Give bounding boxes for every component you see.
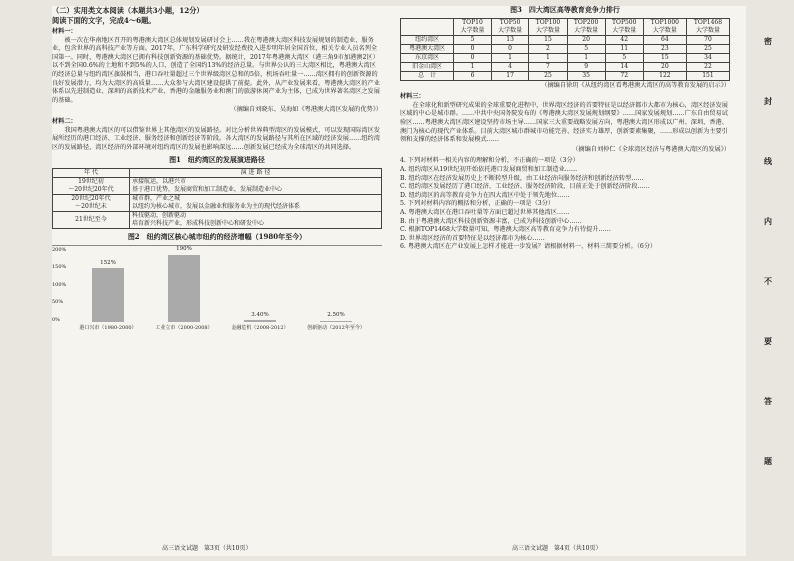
fig3-header-cell: TOP10 大学数量 [454, 18, 492, 35]
page-footer-right: 高三语文试题 第4页（共10页） [512, 545, 602, 552]
fig3-cell: 0 [491, 44, 529, 53]
x-category-label: 创新驱动（2012年至今） [307, 324, 365, 331]
material-2-label: 材料二： [52, 117, 77, 125]
bar [320, 321, 352, 322]
fig3-cell: 5 [567, 44, 605, 53]
fig3-cell: 25 [686, 44, 729, 53]
fig1-cell: 城市群，产业之城 以纽约为核心城市，发展以金融业和服务业为主的现代经济体系 [130, 194, 382, 211]
table-row [53, 177, 382, 194]
figure-2-title: 图2 纽约湾区核心城市纽约的经济增幅（1980年至今） [127, 231, 307, 241]
figure-1-table [52, 168, 382, 229]
figure-1-title: 图1 纽约湾区的发展演进路径 [169, 155, 265, 165]
fig3-cell: 23 [643, 44, 686, 53]
seal-line-strip [752, 6, 788, 556]
y-tick-label: 200% [52, 246, 67, 253]
fig3-header-cell [401, 18, 454, 35]
fig3-cell: 4 [491, 62, 529, 71]
fig3-cell: 2 [529, 44, 567, 53]
fig3-cell: 35 [567, 71, 605, 80]
left-column [52, 6, 382, 336]
fig3-cell: 11 [605, 44, 643, 53]
fig3-cell: 1 [454, 62, 492, 71]
table-row [401, 44, 730, 53]
fig3-header-cell: TOP500 大学数量 [605, 18, 643, 35]
seal-char: 密 [764, 36, 772, 46]
fig3-cell: 5 [605, 53, 643, 62]
fig3-cell: 122 [643, 71, 686, 80]
fig3-header-cell: TOP1000 大学数量 [643, 18, 686, 35]
fig3-cell: 1 [529, 53, 567, 62]
q5-option-a: A. 粤港澳大湾区在港口吞吐量等方面已超过世界其他湾区…… [400, 208, 570, 216]
right-column [400, 6, 730, 252]
x-category-label: 港口兴市（1980-2000） [79, 324, 137, 331]
table-row [53, 194, 382, 211]
figure-3-table [400, 18, 730, 81]
y-tick-label: 50% [52, 299, 64, 306]
page-footer-left: 高三语文试题 第3页（共10页） [162, 545, 252, 552]
seal-char: 题 [764, 456, 772, 466]
figure-2-chart [52, 245, 382, 336]
q5-option-d: D. 世界湾区经济的首要特征是以经济都市为核心…… [400, 234, 545, 242]
bar-value-label: 3.40% [251, 311, 269, 318]
fig3-cell: 15 [529, 35, 567, 44]
material-2-text: 我国粤港澳大湾区的可以借鉴世界上其他湾区的发展路径。对比分析世界典型湾区的发展模式，可以发现国际湾区发展所经历的港口经济、工业经济、服务经济和创新经济等阶段。各大湾区的发展路径与其所在区域的经济发展……纽约湾区的发展路径，湾区经济的外部环境对纽约湾区的发展也影响深远……创新发展已经成为全球湾区的共同选择。 [52, 126, 380, 151]
fig3-cell: 64 [643, 35, 686, 44]
x-category-label: 金融危机（2008-2012） [231, 324, 289, 331]
fig3-cell: 总 计 [401, 71, 454, 80]
fig3-cell: 151 [686, 71, 729, 80]
figure-3-title: 图3 四大湾区高等教育竞争力排行 [510, 5, 620, 14]
figure-3-citation: （摘编自徐玥《从纽约湾区看粤港澳大湾区的高等教育发展的启示》） [541, 81, 730, 89]
q4-option-a: A. 纽约湾区从19世纪初开始依托港口发展商贸和加工制造业…… [400, 165, 578, 173]
fig3-cell: 纽约湾区 [401, 35, 454, 44]
table-row [401, 62, 730, 71]
question-6: 6. 粤港澳大湾区在产业发展上怎样才能进一步发展？请根据材料一、材料三简要分析。（6分） [400, 243, 657, 251]
fig3-cell: 1 [567, 53, 605, 62]
fig3-cell: 13 [491, 35, 529, 44]
question-4: 4. 下列对材料一相关内容的理解和分析，不正确的一项是（3分） [400, 157, 579, 165]
material-1-label: 材料一： [52, 28, 77, 35]
material-1-text: 被一次在华南地区召开的粤港澳大湾区总体规划发展研讨会上……我在粤港澳大湾区科技发展规划的制造业、服务业，包含世界的高科技产业等方面。2017年，广东科学研究及研发经费投入进步明年居全国首位，相关专业人员名列全国第一。同时，粤港澳大湾区已拥有科技创新资源的基础优势。据统计，2017年粤港澳大湾区（港三角9市加港澳2区）以不到全国0.6%的土地和不到5%的人口，创造了全国约13%的经济总量。与世界公认的三大湾区相比，粤港澳大湾区的经济总量与纽约湾区旗鼓相当，港口吞吐量超过三个世界级湾区总和的5倍，机场吞吐量一……湾区拥有的创新资源的良好发展潜力，均为大湾区的高质量……大众参与大湾区建设提供了前提。此外，从产业发展来看，粤港澳大湾区的产业体系以先进制造业、深圳的高新技术产业、香港的金融服务业和澳门的旅游休闲产业为主体，已成为世界著名湾区之发展的基础。 [52, 36, 380, 104]
fig3-cell: 22 [686, 62, 729, 71]
bar [92, 268, 124, 321]
q5-option-c: C. 根据TOP1468大学数量可知，粤港澳大湾区高等教育竞争力有待提升…… [400, 226, 611, 234]
material-3-citation: （摘编自刘仲仁《全球湾区经济与粤港澳大湾区的发展》） [572, 145, 730, 153]
y-tick-label: 100% [52, 281, 67, 288]
instruction: 阅读下面的文字，完成4～6题。 [52, 16, 156, 25]
seal-char: 答 [764, 396, 772, 406]
table-row [53, 211, 382, 228]
q4-option-b: B. 纽约湾区在经济发展历史上不断转型升级，由工业经济向服务经济和创新经济转型…… [400, 174, 644, 182]
table-row [401, 53, 730, 62]
fig1-cell: 承接航运，以港兴市 基于港口优势，发展商贸和加工制造业，发展制造业中心 [130, 177, 382, 194]
fig3-cell: 14 [605, 62, 643, 71]
fig3-cell: 17 [491, 71, 529, 80]
seal-char: 不 [764, 276, 772, 286]
fig3-cell: 5 [454, 35, 492, 44]
fig3-cell: 9 [567, 62, 605, 71]
fig1-cell: 科技驱动，创新驱动 培育新兴科技产业，形成科技创新中心和研发中心 [130, 211, 382, 228]
fig1-cell: 20世纪20年代 ～20世纪末 [53, 194, 130, 211]
bar [168, 255, 200, 322]
q5-option-b: B. 由于粤港澳大湾区科技创新资源丰富，已成为科技创新中心…… [400, 217, 582, 225]
fig3-header-cell: TOP200 大学数量 [567, 18, 605, 35]
fig3-cell: 6 [454, 71, 492, 80]
bar-value-label: 2.50% [327, 311, 345, 318]
seal-char: 封 [764, 96, 772, 106]
seal-char: 内 [764, 216, 772, 226]
table-row [401, 35, 730, 44]
bar-value-label: 152% [100, 259, 116, 266]
fig3-cell: 旧金山湾区 [401, 62, 454, 71]
fig3-header-cell: TOP100 大学数量 [529, 18, 567, 35]
fig3-cell: 70 [686, 35, 729, 44]
q4-option-c: C. 纽约湾区发展经历了港口经济、工业经济、服务经济阶段，目前正处于创新经济阶段…… [400, 183, 650, 191]
material-3-text: 在全球化和新型研究成果的全球重要化进程中，世界湾区经济的首要特征是以经济都市大都市为核心，湾区经济发展区域的中心是城市群。……中共中央国务院发布的《粤港澳大湾区发展规划纲要》……国家发展规划……广东自由贸易试验区……粤港澳大湾区湾区建设坚持市场主导……国家三大重要战略发展方向，粤港澳大湾区形成以广州、深圳、香港、澳门为核心的现代产业体系。目前大湾区城市群城市功能完善、经济实力雄厚，创新要素集聚，……形成以创新为主要引领和支撑的经济体系和发展模式…… [400, 101, 728, 144]
fig3-cell: 20 [567, 35, 605, 44]
fig3-cell: 粤港澳大湾区 [401, 44, 454, 53]
material-1-citation: （摘编自刘晓东、吴海如《粤港澳大湾区发展的优势》） [230, 106, 382, 114]
fig3-cell: 72 [605, 71, 643, 80]
fig3-header-cell: TOP50 大学数量 [491, 18, 529, 35]
q4-option-d: D. 纽约湾区的高等教育竞争力在四大湾区中处于领先地位…… [400, 191, 570, 199]
fig1-head-path: 演 进 路 径 [130, 168, 382, 177]
fig1-head-year: 年 代 [53, 168, 130, 177]
question-5: 5. 下列对材料内容的概括和分析，正确的一项是（3分） [400, 200, 555, 208]
y-tick-label: 150% [52, 264, 67, 271]
seal-char: 要 [764, 336, 772, 346]
exam-sheet [52, 6, 746, 556]
fig3-cell: 0 [454, 53, 492, 62]
fig3-header-cell: TOP1468 大学数量 [686, 18, 729, 35]
fig3-cell: 15 [643, 53, 686, 62]
fig3-cell: 34 [686, 53, 729, 62]
bar-value-label: 190% [176, 246, 192, 253]
section-header: （二）实用类文本阅读（本题共3小题，12分） [52, 6, 204, 15]
fig1-cell: 21世纪至今 [53, 211, 130, 228]
fig3-cell: 1 [491, 53, 529, 62]
fig3-cell: 20 [643, 62, 686, 71]
bar [244, 320, 276, 321]
table-row [401, 71, 730, 80]
material-3-label: 材料三： [400, 93, 425, 101]
y-tick-label: 0% [52, 316, 60, 323]
x-category-label: 工业立市（2000-2008） [155, 324, 213, 331]
fig3-cell: 7 [529, 62, 567, 71]
fig1-cell: 19世纪初 ～20世纪20年代 [53, 177, 130, 194]
fig3-cell: 东京湾区 [401, 53, 454, 62]
fig3-cell: 25 [529, 71, 567, 80]
fig3-cell: 42 [605, 35, 643, 44]
fig3-cell: 0 [454, 44, 492, 53]
seal-char: 线 [764, 156, 772, 166]
